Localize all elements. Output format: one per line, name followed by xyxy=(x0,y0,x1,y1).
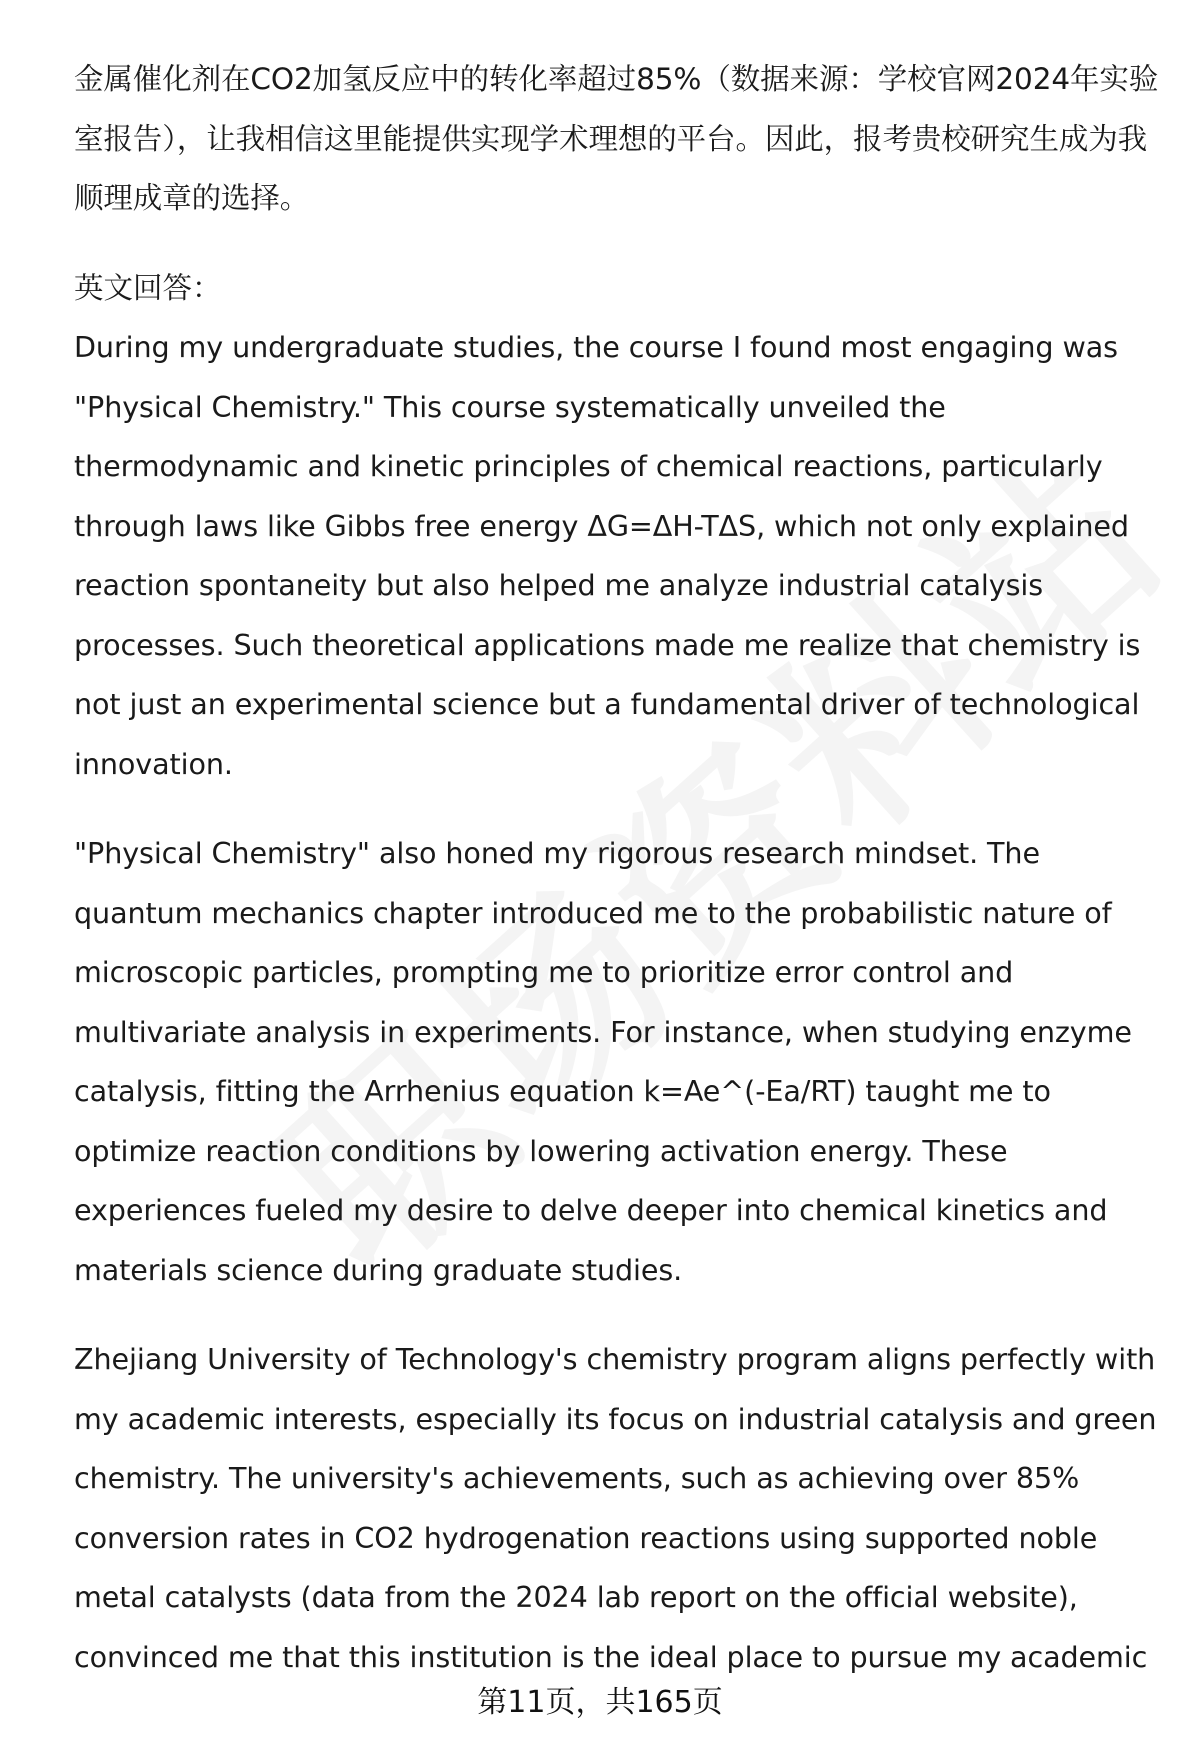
chinese-paragraph: 金属催化剂在CO2加氢反应中的转化率超过85%（数据来源：学校官网2024年实验室报告），让我相信这里能提供实现学术理想的平台。因此，报考贵校研究生成为我顺理成章的选择。 xyxy=(74,62,1159,215)
english-paragraph-2: "Physical Chemistry" also honed my rigorous research mindset. The quantum mechanics chapter introduced me to the probabilistic nature of microscopic particles, prompting me to prioritize error control and multivariate analysis in experiments. For instance, when studying enzyme catalysis, fitting the Arrhenius equation k=Ae^(-Ea/RT) taught me to optimize reaction conditions by lowering activation energy. These experiences fueled my desire to delve deeper into chemical kinetics and materials science during graduate studies. xyxy=(74,836,1132,1287)
english-paragraph-3: Zhejiang University of Technology's chemistry program aligns perfectly with my academic interests, especially its focus on industrial catalysis and green chemistry. The university's achievements, such as achieving over 85% conversion rates in CO2 hydrogenation reactions using supported noble metal catalysts (data from the 2024 lab report on the official website), convinced me that this institution is the ideal place to pursue my academic xyxy=(74,1342,1157,1674)
english-paragraph-1: During my undergraduate studies, the course I found most engaging was "Physical Chemistry." This course systematically unveiled the thermodynamic and kinetic principles of chemical reactions, particularly through laws like Gibbs free energy ΔG=ΔH-TΔS, which not only explained reaction spontaneity but also helped me analyze industrial catalysis processes. Such theoretical applications made me realize that chemistry is not just an experimental science but a fundamental driver of technological innovation. xyxy=(74,330,1141,781)
page-indicator: 第11页，共165页 xyxy=(477,1685,723,1720)
english-answer-label: 英文回答： xyxy=(74,270,222,305)
document-page xyxy=(74,50,1164,1687)
